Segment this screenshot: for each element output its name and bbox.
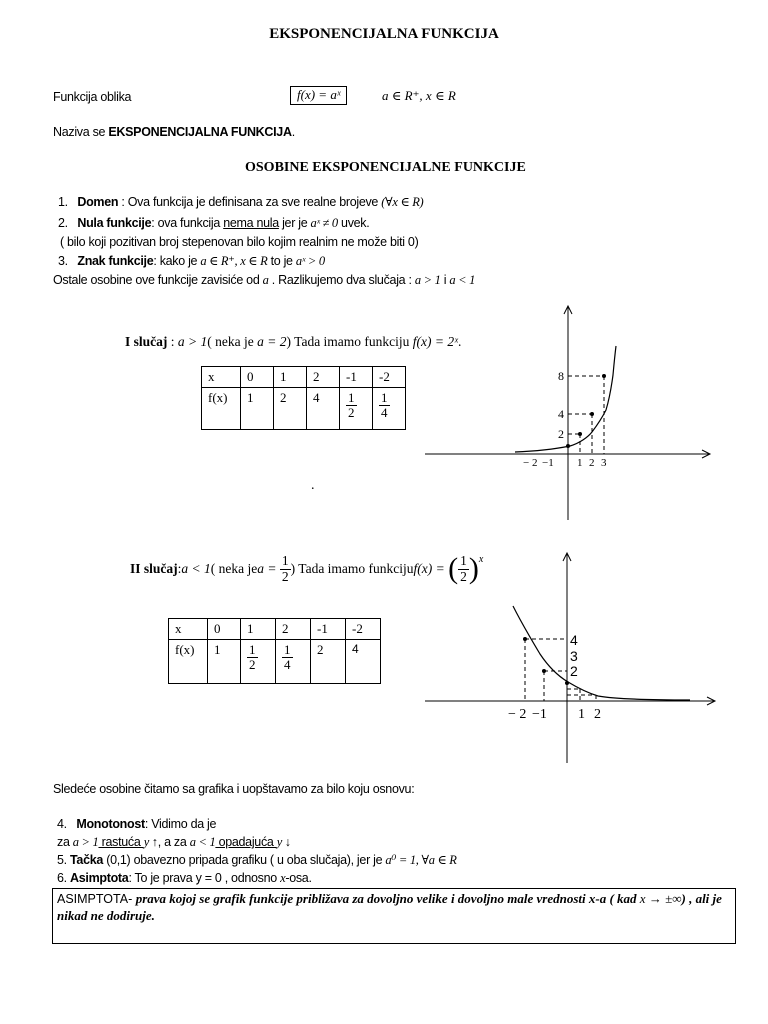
- page-title: EKSPONENCIJALNA FUNKCIJA: [269, 26, 499, 42]
- p5-bold: Tačka: [70, 853, 104, 867]
- other-math3: a < 1: [449, 273, 476, 287]
- table-cell: -1: [311, 619, 346, 640]
- exp-curve: [515, 346, 616, 452]
- table-cell: 1: [208, 640, 241, 684]
- case2-graph: [420, 548, 720, 768]
- table-row: [202, 367, 406, 388]
- property-asymptote: [57, 871, 312, 885]
- y-tick-label: 2: [558, 427, 564, 441]
- fraction-den: 4: [284, 656, 291, 672]
- data-point: [565, 681, 569, 685]
- case2-cond: a < 1: [181, 561, 211, 577]
- right-paren: ): [468, 552, 479, 585]
- table-row: [169, 640, 381, 684]
- fraction-num: 1: [348, 390, 355, 405]
- p6-text3: -osa.: [285, 871, 312, 885]
- p2-math: aˣ ≠ 0: [310, 216, 338, 230]
- p6-bold: Asimptota: [70, 871, 129, 885]
- case2-func-exponent: x: [478, 554, 484, 565]
- exp-decay-curve: [513, 606, 690, 700]
- table-cell: f(x): [169, 640, 208, 684]
- case2-choice-pre: a =: [257, 561, 277, 577]
- p1-math: (∀x ∈ R): [381, 195, 424, 209]
- p4b-arrow2: y ↓: [276, 835, 291, 849]
- data-point: [523, 637, 527, 641]
- p5-math: a⁰ = 1, ∀a ∈ R: [385, 853, 457, 867]
- fraction-den: 2: [460, 568, 467, 584]
- p5-text1: (0,1) obavezno pripada grafiku ( u oba slučaja), jer je: [103, 853, 386, 867]
- p2-bold: Nula funkcije: [77, 216, 152, 230]
- x-tick-label: −1: [532, 707, 547, 722]
- graph-reading-text: Sledeće osobine čitamo sa grafika i uopštavamo za bilo koju osnovu:: [53, 782, 415, 796]
- x-tick-label: 2: [589, 457, 595, 469]
- case1-text2: ( neka je: [207, 334, 258, 349]
- naming-bold: EKSPONENCIJALNA FUNKCIJA: [108, 125, 292, 139]
- property-point: [57, 853, 457, 867]
- fraction-den: 2: [348, 404, 355, 420]
- other-text2: . Razlikujemo dva slučaja :: [268, 273, 415, 287]
- p2-num: 2.: [58, 216, 68, 230]
- p3-bold: Znak funkcije: [77, 254, 154, 268]
- data-point: [578, 432, 582, 436]
- case2-text3: ) Tada imamo funkciju: [290, 561, 414, 577]
- case1-choice: a = 2: [257, 334, 287, 349]
- p4-num: 4.: [57, 817, 67, 831]
- y-tick-label: 4: [558, 407, 564, 421]
- property-monotonicity-detail: [57, 835, 291, 849]
- p6-text1: : To je prava: [128, 871, 196, 885]
- table-cell: 0: [241, 367, 274, 388]
- case1-label: I slučaj: [125, 334, 168, 349]
- p2-text2: jer je: [278, 216, 311, 230]
- table-cell: 4: [346, 640, 381, 684]
- table-cell: 1: [274, 367, 307, 388]
- p4-text: : Vidimo da je: [144, 817, 217, 831]
- table-cell: 2: [307, 367, 340, 388]
- intro-naming: [53, 125, 295, 139]
- p4b-arrow1: y ↑: [143, 835, 158, 849]
- case2-text2: ( neka je: [210, 561, 258, 577]
- table-cell: 2: [274, 388, 307, 430]
- p3-text2: to je: [267, 254, 296, 268]
- p6-num: 6.: [57, 871, 67, 885]
- fraction-den: 2: [281, 568, 289, 584]
- table-cell: 1: [241, 619, 276, 640]
- asymptote-math: x → ±∞: [639, 891, 682, 906]
- stray-dot: .: [311, 478, 315, 493]
- table-cell: 4: [307, 388, 340, 430]
- fraction-den: 2: [249, 656, 256, 672]
- p4b-cond1: a > 1: [72, 835, 99, 849]
- fraction: [379, 391, 390, 419]
- table-cell: [373, 388, 406, 430]
- p5-num: 5.: [57, 853, 67, 867]
- table-row: [169, 619, 381, 640]
- naming-prefix: Naziva se: [53, 125, 109, 139]
- case2-label: II slučaj: [130, 561, 178, 577]
- fraction-den: 4: [381, 404, 388, 420]
- fraction-num: 1: [284, 642, 291, 657]
- p3-math1: a ∈ R⁺, x ∈ R: [200, 254, 268, 268]
- fraction: [282, 643, 293, 671]
- x-tick-label: − 2: [523, 457, 538, 469]
- p2-text3: uvek.: [337, 216, 370, 230]
- p2-text1: : ova funkcija: [151, 216, 224, 230]
- p2-under: nema nula: [223, 216, 279, 230]
- other-math1: a: [262, 273, 269, 287]
- asymptote-label: ASIMPTOTA-: [57, 892, 136, 906]
- table-cell: 0: [208, 619, 241, 640]
- fraction-num: 1: [249, 642, 256, 657]
- table-cell: x: [169, 619, 208, 640]
- fraction: [247, 643, 258, 671]
- left-paren: (: [448, 552, 459, 585]
- x-tick-label: 1: [578, 707, 585, 722]
- fraction-num: 1: [460, 553, 467, 569]
- table-row: [202, 388, 406, 430]
- table-cell: -1: [340, 367, 373, 388]
- p4b-cond2: a < 1: [189, 835, 216, 849]
- property-domain: [58, 195, 423, 209]
- fraction: [346, 391, 357, 419]
- x-tick-label: 2: [594, 707, 601, 722]
- p4b-mid: , a za: [157, 835, 190, 849]
- asymptote-text2: ) , ali je nikad ne dodiruje.: [57, 891, 722, 923]
- x-tick-label: −1: [542, 457, 554, 469]
- function-formula-box: f(x) = aˣ: [290, 86, 347, 105]
- x-tick-label: 1: [577, 457, 583, 469]
- fraction-num: 1: [281, 553, 289, 569]
- table-cell: x: [202, 367, 241, 388]
- table-cell: [276, 640, 311, 684]
- p6-xos: x: [280, 871, 286, 885]
- data-point: [542, 669, 546, 673]
- data-point: [602, 374, 606, 378]
- p6-text2: , odnosno: [221, 871, 281, 885]
- data-point: [566, 444, 570, 448]
- asymptote-text1: prava kojoj se grafik funkcije približava za dovoljno velike i dovoljno male vrednosti x-a ( kad: [135, 891, 640, 906]
- intro-domain: a ∈ R⁺, x ∈ R: [382, 88, 456, 103]
- other-properties: [53, 273, 475, 287]
- p6-math: y = 0: [195, 871, 222, 885]
- table-cell: 2: [311, 640, 346, 684]
- case1-cond: a > 1: [177, 334, 208, 349]
- property-zeros-note: ( bilo koji pozitivan broj stepenovan bilo kojim realnim ne može biti 0): [60, 235, 419, 249]
- case1-value-table: [201, 366, 406, 430]
- y-tick-label: 2: [570, 663, 578, 679]
- p4-bold: Monotonost: [76, 817, 145, 831]
- x-tick-label: 3: [601, 457, 607, 469]
- asymptote-definition-box: [52, 888, 736, 944]
- intro-label: Funkcija oblika: [53, 90, 132, 104]
- table-cell: -2: [346, 619, 381, 640]
- other-text1: Ostale osobine ove funkcije zavisiće od: [53, 273, 263, 287]
- y-tick-label: 4: [570, 632, 578, 648]
- table-cell: 1: [241, 388, 274, 430]
- p4b-za: za: [57, 835, 73, 849]
- p1-bold: Domen: [77, 195, 119, 209]
- case1-text1: :: [167, 334, 178, 349]
- properties-heading: OSOBINE EKSPONENCIJALNE FUNKCIJE: [245, 160, 526, 175]
- p1-text: : Ova funkcija je definisana za sve realne brojeve: [118, 195, 382, 209]
- property-zeros: [58, 216, 369, 230]
- table-cell: [241, 640, 276, 684]
- data-point: [590, 412, 594, 416]
- p4b-word1: rastuća: [98, 835, 144, 849]
- table-cell: [340, 388, 373, 430]
- case2-text1: :: [177, 561, 182, 577]
- case2-choice-fraction: [280, 554, 291, 583]
- case1-text3: ) Tada imamo funkciju: [286, 334, 413, 349]
- case1-heading: [125, 334, 461, 350]
- property-sign: [58, 254, 325, 268]
- p1-num: 1.: [58, 195, 68, 209]
- other-math2: a > 1: [414, 273, 441, 287]
- y-tick-label: 8: [558, 369, 564, 383]
- table-cell: 2: [276, 619, 311, 640]
- case2-value-table: [168, 618, 381, 684]
- x-tick-label: − 2: [508, 707, 527, 722]
- fraction-num: 1: [381, 390, 388, 405]
- p3-text1: : kako je: [153, 254, 201, 268]
- p3-num: 3.: [58, 254, 68, 268]
- y-tick-label: 3: [570, 648, 578, 664]
- p4b-word2: opadajuća: [215, 835, 277, 849]
- case1-graph: [420, 300, 715, 525]
- other-text3: i: [440, 273, 450, 287]
- p3-math2: aˣ > 0: [295, 254, 325, 268]
- case1-text4: .: [457, 334, 462, 349]
- table-cell: -2: [373, 367, 406, 388]
- case1-func: f(x) = 2ˣ: [412, 334, 458, 349]
- case2-func-pre: f(x) =: [413, 561, 445, 577]
- table-cell: f(x): [202, 388, 241, 430]
- property-monotonicity: [57, 817, 216, 831]
- naming-suffix: .: [291, 125, 295, 139]
